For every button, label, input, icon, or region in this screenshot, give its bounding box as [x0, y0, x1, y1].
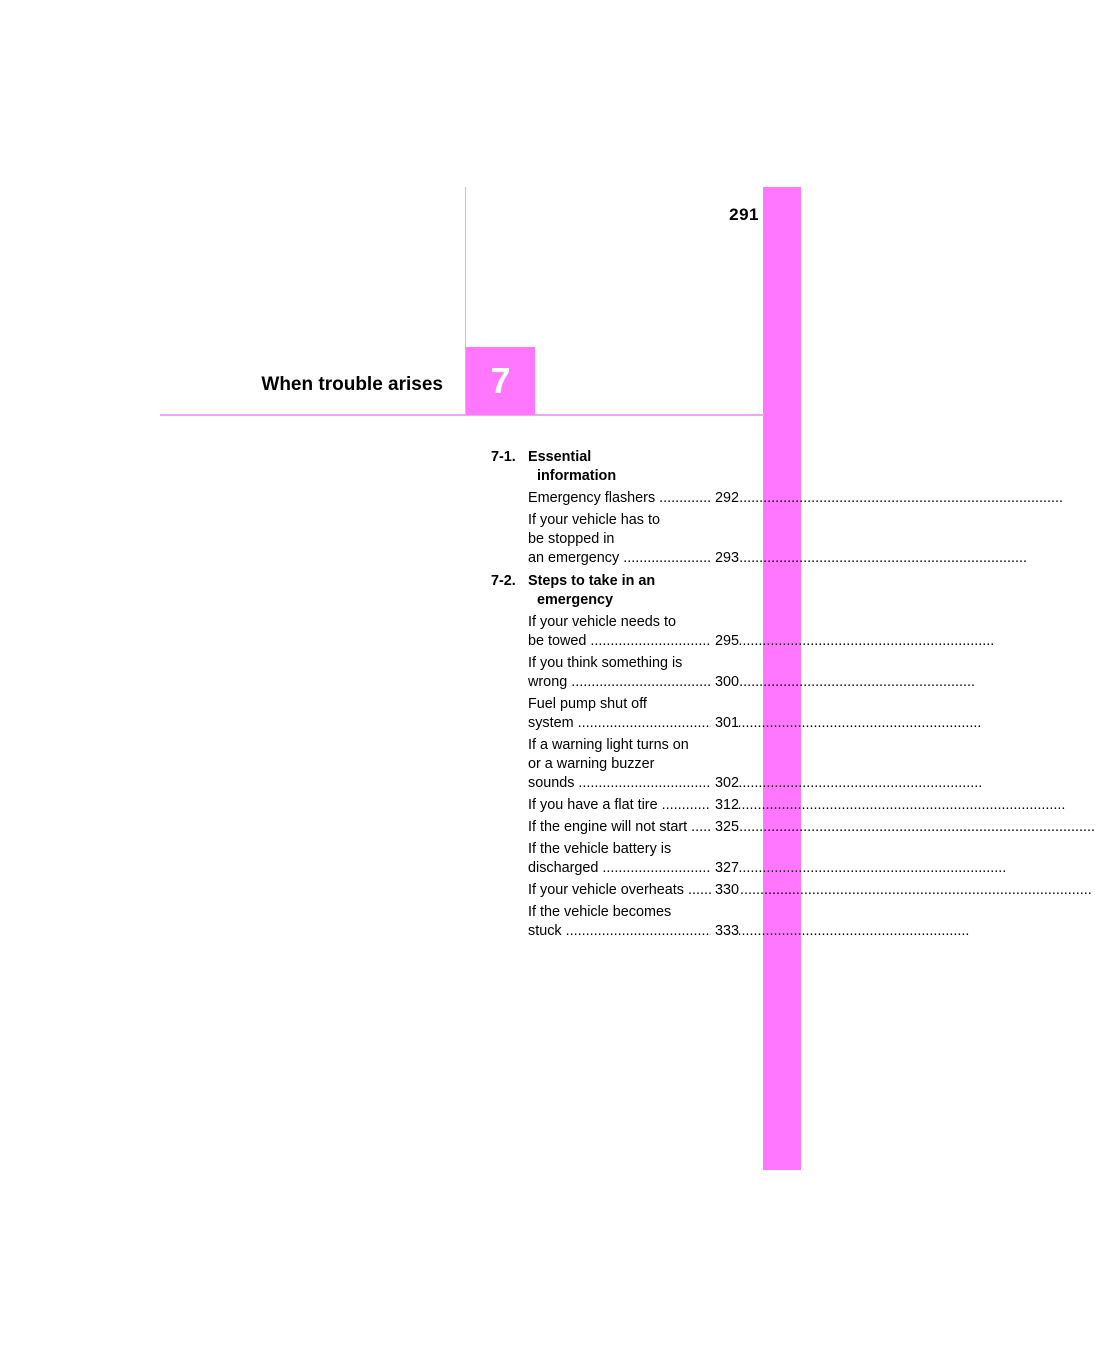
- toc-entry-label-line: If your vehicle has to: [528, 512, 660, 528]
- toc-entry[interactable]: [528, 511, 739, 568]
- toc-entry-label-line: be stopped in: [528, 531, 615, 547]
- toc-entry-label-line: If your vehicle needs to: [528, 614, 676, 630]
- table-of-contents: [491, 448, 739, 941]
- toc-entry-page-number: 327: [711, 859, 739, 878]
- toc-entry-page-number: 300: [711, 673, 739, 692]
- toc-section-title: Essential information: [528, 449, 617, 484]
- toc-entry[interactable]: [528, 654, 739, 692]
- toc-entry[interactable]: [528, 796, 739, 815]
- toc-entry-page-number: 301: [711, 714, 739, 733]
- toc-entry-page-number: 302: [711, 774, 739, 793]
- toc-entry[interactable]: [528, 613, 739, 651]
- horizontal-rule: [160, 414, 764, 416]
- toc-section-number: 7-2.: [491, 573, 516, 589]
- toc-entry-page-number: 312: [711, 796, 739, 815]
- toc-entry-page-number: 293: [711, 549, 739, 568]
- toc-entry-label-leader: If your vehicle overheats .....: [537, 881, 711, 900]
- toc-entry[interactable]: [528, 695, 739, 733]
- toc-entry-label-leader: wrong .....: [537, 673, 711, 692]
- chapter-number-badge: 7: [466, 347, 535, 415]
- toc-entry-label-leader: sounds .....: [537, 774, 711, 793]
- toc-entry-label-leader: If the engine will not start .....: [537, 818, 711, 837]
- toc-entry[interactable]: [528, 903, 739, 941]
- toc-entry-label-leader: discharged .....: [537, 859, 711, 878]
- toc-section-heading[interactable]: [491, 572, 739, 610]
- page-number: 291: [729, 205, 759, 224]
- toc-entry-label-line: or a warning buzzer: [528, 756, 655, 772]
- toc-entry[interactable]: [528, 818, 739, 837]
- toc-section-heading[interactable]: [491, 448, 739, 486]
- toc-entry-label-line: Fuel pump shut off: [528, 696, 647, 712]
- toc-entry-label-line: If you think something is: [528, 655, 683, 671]
- toc-section-number: 7-1.: [491, 449, 516, 465]
- toc-entry-page-number: 295: [711, 632, 739, 651]
- toc-entry-label-line: If the vehicle becomes: [528, 904, 672, 920]
- toc-entry[interactable]: [528, 840, 739, 878]
- toc-entry-label-leader: system .....: [537, 714, 711, 733]
- toc-entry[interactable]: [528, 736, 739, 793]
- chapter-title: When trouble arises: [261, 374, 443, 395]
- toc-entry-page-number: 333: [711, 922, 739, 941]
- toc-section-title: Steps to take in an emergency: [528, 573, 656, 608]
- toc-entry-label-leader: If you have a flat tire .....: [537, 796, 711, 815]
- toc-entry-page-number: 325: [711, 818, 739, 837]
- toc-entry-label-line: If a warning light turns on: [528, 737, 689, 753]
- toc-entry-page-number: 330: [711, 881, 739, 900]
- toc-entry-label-leader: an emergency .....: [537, 549, 711, 568]
- toc-entry-page-number: 292: [711, 489, 739, 508]
- toc-entry-label-line: If the vehicle battery is: [528, 841, 672, 857]
- toc-entry[interactable]: [528, 881, 739, 900]
- toc-entry-label-leader: Emergency flashers .....: [537, 489, 711, 508]
- toc-entry-label-leader: be towed .....: [537, 632, 711, 651]
- toc-entry[interactable]: [528, 489, 739, 508]
- toc-entry-label-leader: stuck .....: [537, 922, 711, 941]
